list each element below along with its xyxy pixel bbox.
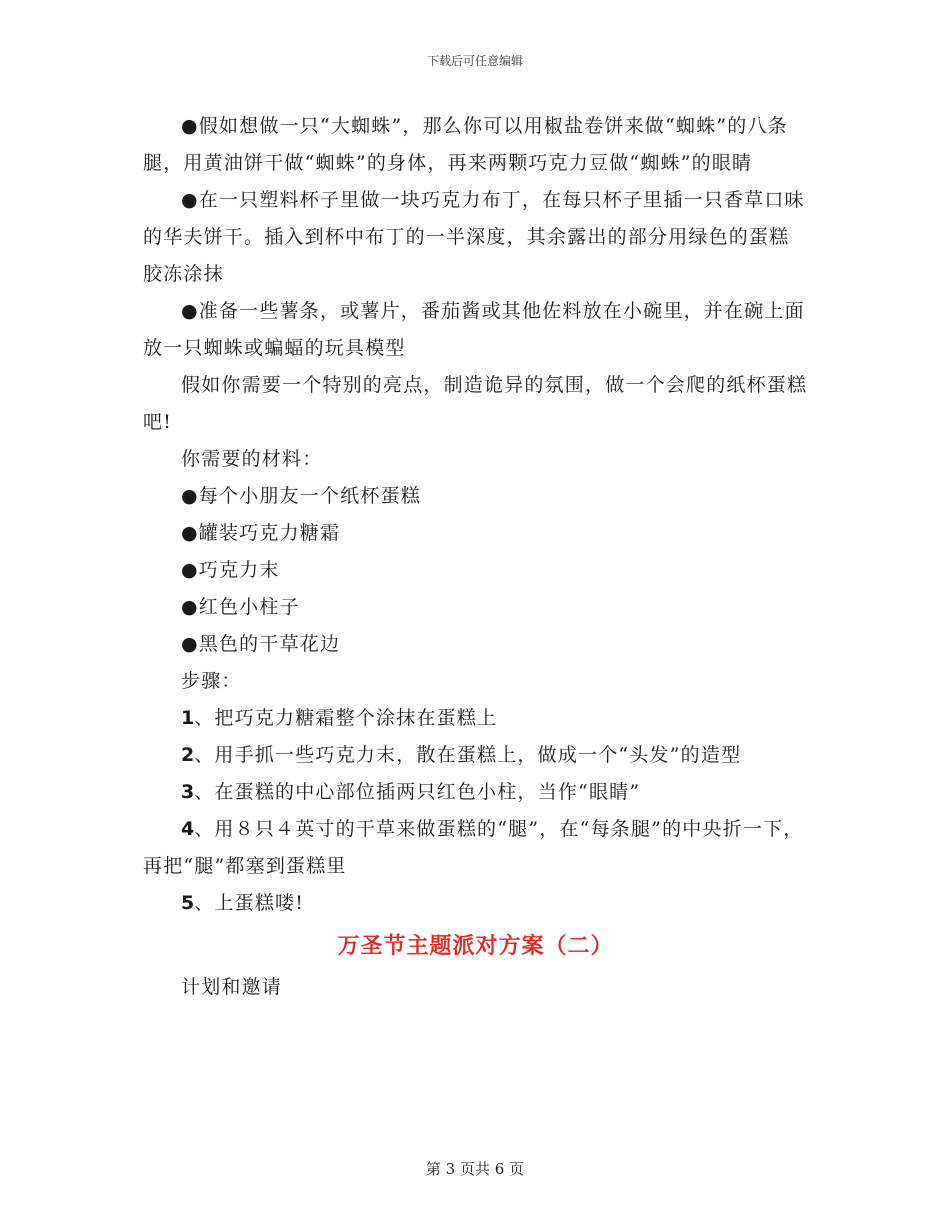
material-item: ●红色小柱子	[181, 596, 300, 618]
paragraph-big-spider: ●假如想做一只“大蜘蛛”，那么你可以用椒盐卷饼来做“蜘蛛”的八条腿，用黄油饼干做“蜘蛛”的身体，再来两颗巧克力豆做“蜘蛛”的眼睛	[143, 115, 788, 174]
step-number: 1	[181, 707, 195, 729]
paragraph-pudding-cup: ●在一只塑料杯子里做一块巧克力布丁，在每只杯子里插一只香草口味的华夫饼干。插入到杯中布丁的一半深度，其余露出的部分用绿色的蛋糕胶冻涂抹	[143, 189, 805, 285]
paragraph-plan-invite: 计划和邀请	[181, 976, 283, 998]
section-heading: 万圣节主题派对方案（二）	[337, 933, 614, 959]
material-item: ●罐装巧克力糖霜	[181, 522, 341, 544]
step-text: 、用８只４英寸的干草来做蛋糕的“腿”，在“每条腿”的中央折一下，再把“腿”都塞到蛋糕里	[143, 818, 804, 877]
page-header: 下载后可任意编辑	[426, 54, 523, 68]
step-number: 5	[181, 892, 195, 914]
steps-label: 步骤：	[181, 670, 242, 692]
step-text: 、在蛋糕的中心部位插两只红色小柱，当作“眼睛”	[194, 781, 641, 803]
step-number: 3	[181, 781, 195, 803]
paragraph-fries-bowl: ●准备一些薯条，或薯片，番茄酱或其他佐料放在小碗里，并在碗上面放一只蜘蛛或蝙蝠的玩具模型	[143, 300, 805, 359]
step-text: 、上蛋糕喽!	[194, 892, 305, 914]
step-number: 2	[181, 744, 195, 766]
step-text: 、把巧克力糖霜整个涂抹在蛋糕上	[194, 707, 498, 729]
material-item: ●每个小朋友一个纸杯蛋糕	[181, 485, 421, 507]
step-item	[143, 700, 808, 737]
step-text: 、用手抓一些巧克力末，散在蛋糕上，做成一个“头发”的造型	[194, 744, 742, 766]
material-item: ●巧克力末	[181, 559, 280, 581]
step-item	[143, 811, 808, 885]
material-item: ●黑色的干草花边	[181, 633, 341, 655]
step-item	[143, 737, 808, 774]
document-body	[143, 108, 808, 1006]
step-number: 4	[181, 818, 195, 840]
step-item	[143, 774, 808, 811]
step-item	[143, 885, 808, 922]
paragraph-cupcake-intro: 假如你需要一个特别的亮点，制造诡异的氛围，做一个会爬的纸杯蛋糕吧!	[143, 374, 808, 433]
materials-label: 你需要的材料：	[181, 448, 323, 470]
page-footer: 第 3 页共 6 页	[425, 1160, 525, 1178]
